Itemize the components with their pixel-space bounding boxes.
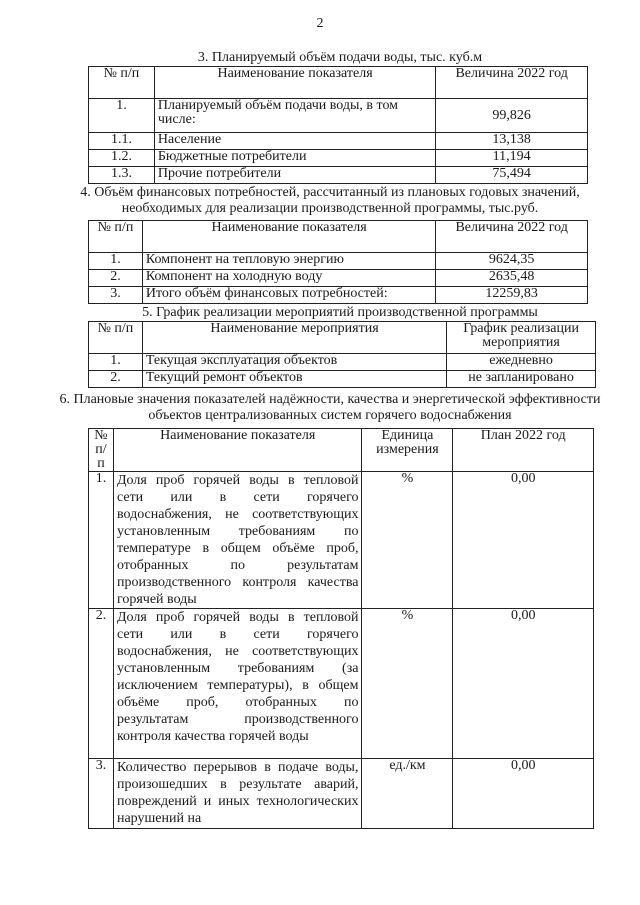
section3-table bbox=[88, 66, 588, 184]
row-name: Доля проб горячей воды в тепловой сети или в сети горячего водоснабжения, не соответствующих установленным требованиям (за исключением температуры), в общем объёме проб, отобранных по результатам производственного контроля качества горячей воды bbox=[113, 609, 362, 759]
row-value: 9624,35 bbox=[436, 253, 588, 270]
row-name: Количество перерывов в подаче воды, произошедших в результате аварий, повреждений и иных технологических нарушений на bbox=[113, 759, 362, 829]
header-value: Величина 2022 год bbox=[436, 221, 588, 253]
table-row bbox=[89, 354, 596, 371]
table-row bbox=[89, 99, 588, 133]
row-name: Доля проб горячей воды в тепловой сети или в сети горячего водоснабжения, не соответствующих установленным требованиям по температуре в общем объёме проб, отобранных по результатам производственного контроля качества горячей воды bbox=[113, 472, 362, 609]
header-schedule: График реализации мероприятия bbox=[447, 322, 596, 354]
row-num: 1. bbox=[89, 354, 143, 371]
row-value: 2635,48 bbox=[436, 270, 588, 287]
row-unit: % bbox=[362, 609, 453, 759]
row-num: 1.2. bbox=[89, 150, 155, 167]
header-value: Величина 2022 год bbox=[436, 67, 588, 99]
table-row bbox=[89, 167, 588, 184]
row-plan: 0,00 bbox=[453, 472, 594, 609]
table-row bbox=[89, 609, 594, 759]
section4-title: 4. Объём финансовых потребностей, рассчитанный из плановых годовых значений, необходимых для реализации производственной программы, тыс.руб. bbox=[80, 185, 580, 216]
header-plan: План 2022 год bbox=[453, 429, 594, 472]
table-row bbox=[89, 759, 594, 829]
row-num: 2. bbox=[89, 609, 114, 759]
row-num: 1. bbox=[89, 253, 143, 270]
header-num: № п/п bbox=[89, 322, 143, 354]
row-num: 2. bbox=[89, 371, 143, 388]
row-num: 1. bbox=[89, 472, 114, 609]
row-num: 2. bbox=[89, 270, 143, 287]
row-value: 99,826 bbox=[436, 99, 588, 133]
header-name: Наименование мероприятия bbox=[142, 322, 446, 354]
row-value: 13,138 bbox=[436, 133, 588, 150]
header-num: № п/п bbox=[89, 429, 114, 472]
section5-table bbox=[88, 321, 596, 388]
row-name: Текущий ремонт объектов bbox=[142, 371, 446, 388]
table-row bbox=[89, 371, 596, 388]
page-number: 2 bbox=[316, 16, 324, 31]
section3-title: 3. Планируемый объём подачи воды, тыс. куб.м bbox=[197, 50, 483, 65]
table-row bbox=[89, 253, 588, 270]
table-row bbox=[89, 270, 588, 287]
row-plan: 0,00 bbox=[453, 609, 594, 759]
row-schedule: не запланировано bbox=[447, 371, 596, 388]
row-value: 11,194 bbox=[436, 150, 588, 167]
row-value: 75,494 bbox=[436, 167, 588, 184]
header-num: № п/п bbox=[89, 221, 143, 253]
row-value: 12259,83 bbox=[436, 287, 588, 304]
section4-table bbox=[88, 220, 588, 304]
header-name: Наименование показателя bbox=[142, 221, 435, 253]
row-name: Компонент на тепловую энергию bbox=[142, 253, 435, 270]
section5-title: 5. График реализации мероприятий производственной программы bbox=[142, 305, 538, 320]
header-unit: Единица измерения bbox=[362, 429, 453, 472]
row-plan: 0,00 bbox=[453, 759, 594, 829]
row-name: Компонент на холодную воду bbox=[142, 270, 435, 287]
row-schedule: ежедневно bbox=[447, 354, 596, 371]
row-num: 1.1. bbox=[89, 133, 155, 150]
row-num: 3. bbox=[89, 759, 114, 829]
row-unit: ед./км bbox=[362, 759, 453, 829]
table-row bbox=[89, 150, 588, 167]
section6-title: 6. Плановые значения показателей надёжности, качества и энергетической эффективности объектов централизованных систем горячего водоснабжения bbox=[59, 392, 601, 423]
row-num: 1.3. bbox=[89, 167, 155, 184]
table-row bbox=[89, 472, 594, 609]
row-num: 1. bbox=[89, 99, 155, 133]
header-num: № п/п bbox=[89, 67, 155, 99]
row-name: Планируемый объём подачи воды, в том числе: bbox=[154, 99, 435, 133]
section6-table bbox=[88, 428, 594, 829]
row-name: Население bbox=[154, 133, 435, 150]
row-name: Прочие потребители bbox=[154, 167, 435, 184]
header-name: Наименование показателя bbox=[113, 429, 362, 472]
header-name: Наименование показателя bbox=[154, 67, 435, 99]
row-unit: % bbox=[362, 472, 453, 609]
row-name: Итого объём финансовых потребностей: bbox=[142, 287, 435, 304]
table-row bbox=[89, 133, 588, 150]
row-num: 3. bbox=[89, 287, 143, 304]
table-row bbox=[89, 287, 588, 304]
row-name: Текущая эксплуатация объектов bbox=[142, 354, 446, 371]
row-name: Бюджетные потребители bbox=[154, 150, 435, 167]
